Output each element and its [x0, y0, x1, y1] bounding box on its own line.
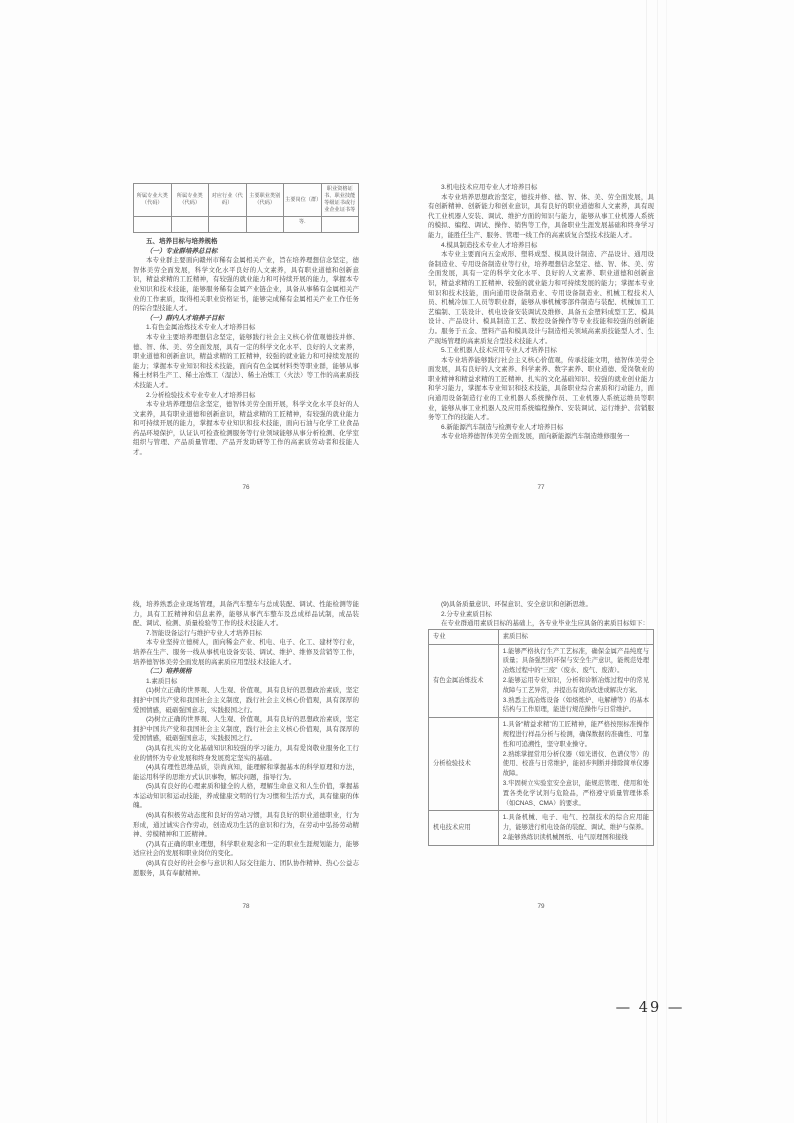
paragraph-robot-goal: 本专业培养能够践行社会主义核心价值观，传承技能文明，德智体美劳全面发展，具有良好的人文素养、科学素养、数字素养、职业道德、爱岗敬业的职业精神和精益求精的工匠精神、扎实的文化基础知识、较强的就业创业能力和学习能力，掌握本专业知识和技术技能，具备职业综合素质和行动能力，面向通用设备制造行业的工业机器人系统操作员、工业机器人系统运维员等职业，能够从事工业机器人及应用系统编程操作、安装调试、运行维护、营销服务等工作的技能人才。	[428, 356, 654, 422]
page-number: 78	[242, 903, 250, 911]
table-cell: 等.	[284, 217, 322, 233]
page-edge-line	[646, 0, 647, 1123]
subsection-heading-sub-goals: （一）群内人才培养子目标	[146, 314, 224, 322]
quality-goals-cell	[498, 718, 653, 811]
table-cell	[209, 217, 247, 233]
section-heading-training-objectives: 五、培养目标与培养规格	[146, 238, 218, 245]
page-78	[133, 600, 359, 912]
quality-item-2: (2)树立正确的世界观、人生观、价值观，具有良好的思想政治素质，坚定拥护中国共产党和我国社会主义制度，践行社会主义核心价值观，具有深厚的爱国情感，砥砺强国意志，实践报国之行。	[133, 716, 359, 743]
goal-item: 1.具备“精益求精”的工匠精神，能严格按照标准操作规程进行样品分析与检测，确保数据的准确性、可靠性和可追溯性，坚守职业操守。	[502, 721, 649, 748]
item-heading-mechatronics: 3.机电技术应用专业人才培养目标	[441, 184, 538, 191]
item-heading-nonferrous: 1.有色金属冶炼技术专业人才培养目标	[146, 324, 256, 332]
page-edge-line	[657, 0, 658, 1123]
goal-item: 2.熟练掌握常用分析仪器（如光谱仪、色谱仪等）的使用、校准与日常维护，能初步判断并排除简单仪器故障。	[502, 750, 649, 778]
quality-goals-cell	[498, 644, 653, 718]
table-cell	[246, 217, 284, 233]
col-header-industry: 对应行业（代码）	[209, 184, 247, 217]
table-row	[429, 718, 654, 811]
table-header-row	[429, 629, 654, 644]
table-header-row	[134, 184, 359, 217]
item-heading-per-major-quality-goals: 2.分专业素质目标	[441, 610, 492, 618]
goal-item: 3.牢固树立实验室安全意识，能规范管理、使用和处置各类化学试剂与危险品，严格遵守质量管理体系（如CNAS、CMA）的要求。	[502, 779, 649, 807]
page-77	[428, 183, 654, 493]
paragraph-overall-goal: 本专业群主要面向赣州市稀有金属相关产业，旨在培养理想信念坚定，德智体美劳全面发展，科学文化水平良好的人文素养，具有职业道德和创新意识，精益求精的工匠精神，有较强的就业能力和可持续开展的能力，掌握本专业知识和技术技能，能够服务稀有金属产业链企业，具备从事稀有金属相关产业的工作素质，取得相关职业资格证书，能够完成稀有金属相关产业工作任务的综合型技能人才。	[133, 257, 359, 313]
per-major-quality-table	[428, 629, 654, 846]
page-number: 77	[537, 484, 545, 492]
subsection-heading-training-specifications: （二）培养规格	[146, 668, 192, 676]
quality-item-9: (9)具备质量意识、环保意识、安全意识和创新思维。	[441, 601, 592, 608]
page-79	[428, 600, 654, 912]
major-name-cell: 分析检验技术	[429, 718, 499, 811]
paragraph-nonferrous-goal: 本专业主要培养理想信念坚定，能够践行社会主义核心价值观德技并修、德、智、体、美、劳全面发展，具有一定的科学文化水平、良好的人文素养，职业道德和创新意识，精益求精的工匠精神，较强的就业能力和可持续发展的能力；掌握本专业知识和技术技能，面向有色金属材料类等职业群，能够从事稀土材料生产工、稀土冶炼工（湿法）、稀土冶炼工（火法）等工作的高素质技术技能人才。	[133, 333, 359, 389]
col-header-major-class: 所属专业类（代码）	[171, 184, 209, 217]
col-header-occupation-class: 主要职业类别（代码）	[246, 184, 284, 217]
page-edge-line	[666, 0, 667, 1123]
col-header-quality-goal: 素质目标	[498, 629, 653, 644]
paragraph-mold-goal: 本专业主要面向五金成形、塑料成型、模具设计制造、产品设计、通用设备制造业、专用设备制造业等行业，培养理想信念坚定、德、智、体、美、劳全面发展，具有一定的科学文化水平、良好的人文素养、职业道德和创新意识，精益求精的工匠精神、较强的就业能力和可持续发展的能力；掌握本专业知识和技术技能，面向通用设备制造业、专用设备制造业、机械工程技术人员、机械冷加工人员等职业群，能够从事机械零部件制造与装配、机械加工工艺编制、工装设计、机电设备安装调试及维修、具备五金塑料成型工艺、模具设计、产品设计、模具制造工艺、数控设备操作等专业技能和较强的创新能力。服务于五金、塑料产品和模具设计与制造相关领域高素质技能型人才、生产现场管理的高素质复合型技术技能人才。	[428, 251, 654, 345]
paragraph-nev-goal-start: 本专业培养德智体美劳全面发展，面向新能源汽车制造维修服务一	[441, 433, 630, 441]
quality-item-3: (3)具有扎实的文化基础知识和较强的学习能力，具有爱岗敬业服务化工行业的情怀为专业发展和终身发展奠定坚实的基础。	[133, 744, 359, 762]
table-cell	[171, 217, 209, 233]
col-header-major-category: 所属专业大类（代码）	[134, 184, 172, 217]
item-heading-analysis: 2.分析检验技术专业专业人才培养目标	[146, 391, 256, 399]
table-cell	[134, 217, 172, 233]
goal-item: 3.熟悉主流冶炼设备（如熔炼炉、电解槽等）的基本结构与工作原理，能进行规范操作与日常维护。	[502, 696, 649, 714]
col-header-major: 专业	[429, 629, 499, 644]
page-number: 76	[242, 484, 250, 492]
subsection-heading-group-overall-goal: （一）专业群培养总目标	[146, 247, 218, 255]
goal-item: 2.能够熟练识读机械图纸、电气原理图和接线	[502, 833, 628, 841]
quality-item-7: (7)具有正确的职业理想，科学职业观念和一定的职业生涯规划能力，能够适应社会的发展和职业岗位的变化。	[133, 840, 359, 858]
quality-item-6: (6)具有积极劳动态度和良好的劳动习惯，具有良好的职业道德职业，行为形成，通过诚实合作劳动，创造成功生活的意识和行为，在劳动中弘扬劳动精神、劳模精神和工匠精神。	[133, 812, 359, 839]
certificate-table	[133, 183, 359, 233]
quality-item-4: (4)具有理性思维品质，崇尚真知，能理解和掌握基本的科学原理和方法，能运用科学的思维方式认识事物，解决问题，指导行为。	[133, 764, 359, 781]
table-row	[429, 811, 654, 845]
major-name-cell: 有色金属冶炼技术	[429, 644, 499, 718]
page-number: 79	[537, 903, 545, 911]
paragraph-mechatronics-goal: 本专业培养思想政治坚定，德技并修、德、智、体、美、劳全面发展，具有创新精神、创新能力和创业意识，具有良好的职业道德和人文素养，具有现代工业机器人安装、调试、维护方面的知识与能力，能够从事工业机器人系统的模拟、编程、调试、操作、销售等工作，具备职业生涯发展基础和终身学习能力，能胜任生产、服务、管理一线工作的高素质复合型技术技能人才。	[428, 193, 654, 239]
item-heading-smart-equipment: 7.智能设备运行与维护专业人才培养目标	[146, 629, 262, 637]
page-76	[133, 183, 359, 493]
paragraph-analysis-goal: 本专业培养理想信念坚定，德智体美劳全面开展，科学文化水平良好的人文素养，具有职业道德和创新意识，精益求精的工匠精神，有较强的就业能力和可持续开展的能力，掌握本专业知识和技术技能，面向石油与化学工业食品药品环境保护，认证认可检查检测服务等行业领域能够从事分析检测、化学室组织与管理、产品质量管理、产品开发助研等工作的高素质劳动者和技能人才。	[133, 401, 359, 457]
paragraph-quality-table-intro: 在专业群通用素质目标的基础上，各专业毕业生应具备的素质目标如下：	[441, 620, 649, 628]
col-header-certificates: 职业资格证书、职业技能等级证书或行业企业证书等	[321, 184, 359, 217]
table-cell	[321, 217, 359, 233]
item-heading-nev: 6.新能源汽车制造与检测专业人才培养目标	[441, 423, 564, 431]
major-name-cell: 机电技术应用	[429, 811, 499, 845]
goal-item: 1.能够严格执行生产工艺标准，确保金属产品纯度与质量；具备强烈的环保与安全生产意识，能规范处理冶炼过程中的“三废”（废水、废气、废渣）。	[502, 647, 649, 675]
item-heading-mold: 4.模具制造技术专业人才培养目标	[441, 241, 538, 249]
paragraph-smart-equipment-goal: 本专业坚持立德树人，面向稀金产业、机电、电子、化工、建材等行业，培养在生产、服务一线从事机电设备安装、调试、维护、维修及营销等工作，培养德智体美劳全面发展的高素质应用型技术技能人才。	[133, 639, 359, 666]
quality-goals-cell	[498, 811, 653, 845]
table-row	[429, 644, 654, 718]
quality-item-1: (1)树立正确的世界观、人生观、价值观，具有良好的思想政治素质，坚定拥护中国共产党和我国社会主义制度，践行社会主义核心价值观，具有深厚的爱国情感，砥砺强国意志，实践报国之行。	[133, 687, 359, 714]
paragraph-nev-goal-continued: 线，培养熟悉企业现场管理，具备汽车整车与总成装配、调试、性能检测等能力，具有工匠精神和信息素养，能够从事汽车整车及总成样品试制，成品装配、调试、检测、质量检验等工作的技术技能人才。	[133, 601, 359, 628]
goal-item: 2.能够运用专业知识，分析和诊断冶炼过程中的常见故障与工艺异常，并提出有效的改进或解决方案。	[502, 676, 649, 694]
sheet-page-number: — 49 —	[615, 1000, 685, 1016]
item-heading-robot: 5.工业机器人技术应用专业人才培养目标	[441, 347, 557, 355]
col-header-main-post: 主要岗位（群）	[284, 184, 322, 217]
quality-item-5: (5)具有良好的心理素质和健全的人格，理解生命意义和人生价值，掌握基本运动知识和运动技能，养成健康文明的行为习惯和生活方式，具有健康的体魄。	[133, 783, 359, 810]
table-row	[134, 217, 359, 233]
item-heading-quality-goals: 1.素质目标	[146, 677, 178, 685]
goal-item: 1.具备机械、电子、电气、控制技术的综合应用能力，能够进行机电设备的装配、调试、维护与保养。	[502, 814, 649, 832]
quality-item-8: (8)具有良好的社会参与意识和人际交往能力、团队协作精神、热心公益志愿服务，具有奉献精神。	[133, 860, 359, 877]
